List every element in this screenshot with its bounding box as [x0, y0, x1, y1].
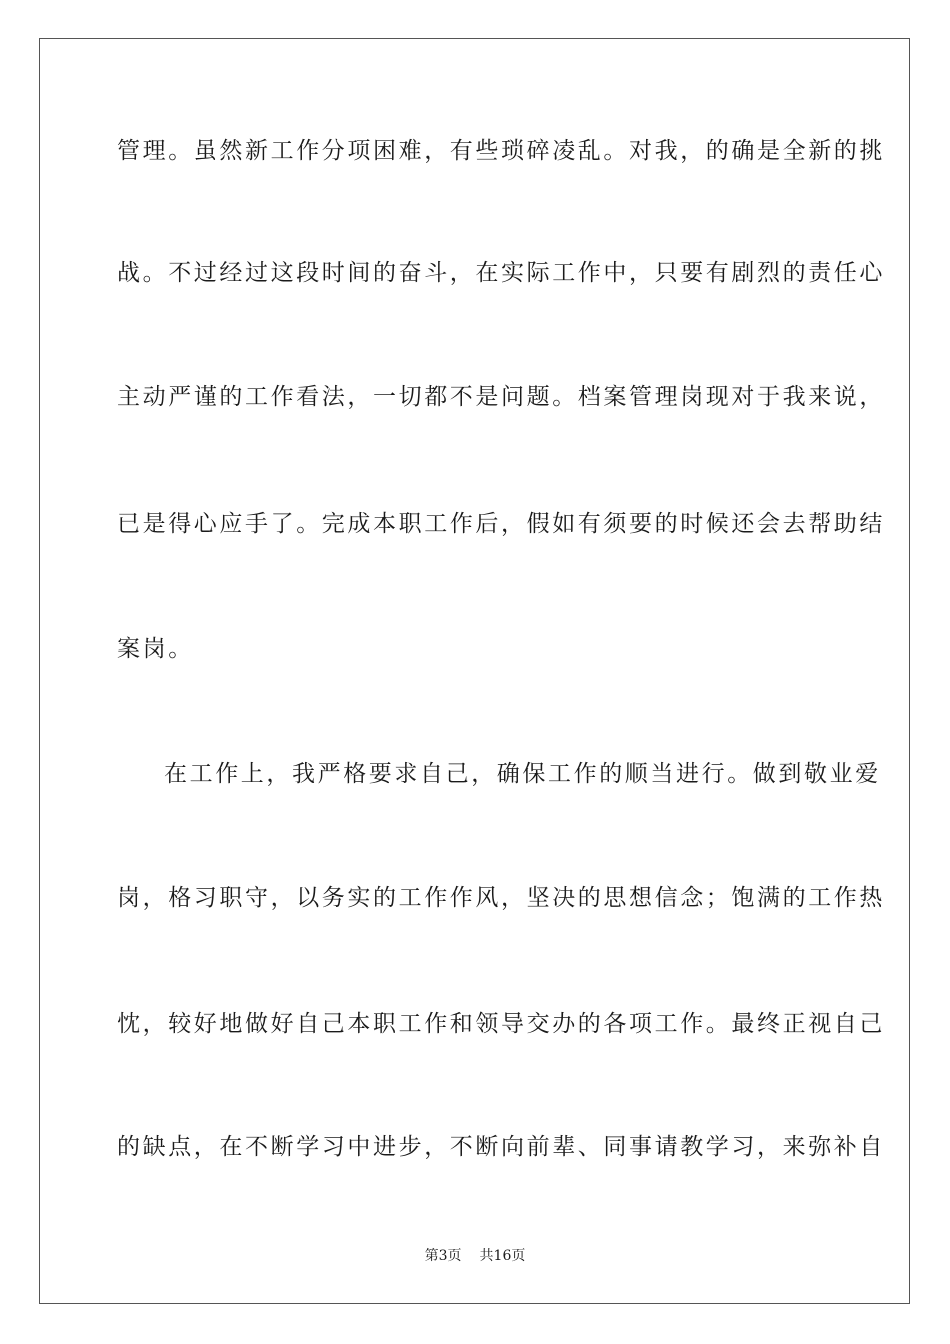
- page-number: 第3页: [424, 1248, 462, 1264]
- body-text-line: 战。不过经过这段时间的奋斗，在实际工作中，只要有剧烈的责任心: [117, 260, 885, 286]
- body-text-line: 忱，较好地做好自己本职工作和领导交办的各项工作。最终正视自己: [117, 1011, 885, 1037]
- page-border: [39, 38, 910, 1304]
- page-footer: [0, 1246, 950, 1266]
- body-text-line: 的缺点，在不断学习中进步，不断向前辈、同事请教学习，来弥补自: [117, 1134, 885, 1160]
- body-text-line: 已是得心应手了。完成本职工作后，假如有须要的时候还会去帮助结: [117, 511, 885, 537]
- body-text-line: 在工作上，我严格要求自己，确保工作的顺当进行。做到敬业爱: [164, 761, 881, 787]
- body-text-line: 主动严谨的工作看法，一切都不是问题。档案管理岗现对于我来说，: [117, 384, 885, 410]
- body-text-line: 管理。虽然新工作分项困难，有些琐碎凌乱。对我，的确是全新的挑: [117, 138, 885, 164]
- body-text-line: 案岗。: [117, 636, 194, 662]
- page-total: 共16页: [479, 1248, 526, 1264]
- body-text-line: 岗，格习职守，以务实的工作作风，坚决的思想信念；饱满的工作热: [117, 885, 885, 911]
